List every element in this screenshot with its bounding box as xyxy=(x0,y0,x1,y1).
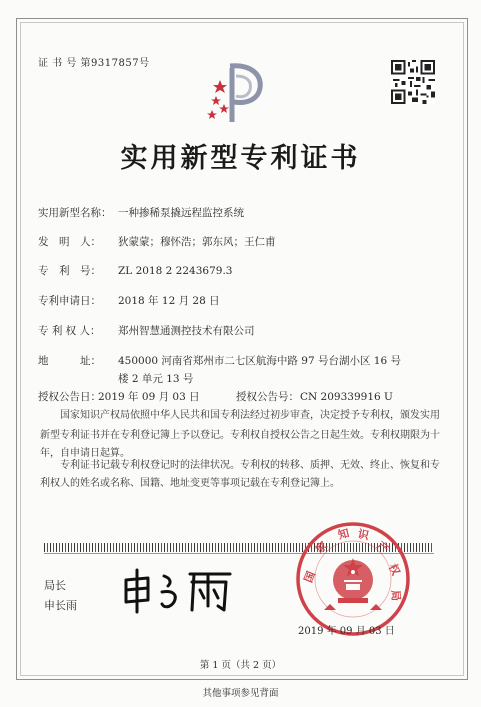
publication-number-label: 授权公告号： xyxy=(236,391,299,403)
utility-model-name-value: 一种掺稀泵撬远程监控系统 xyxy=(118,207,244,219)
patent-number-value: ZL 2018 2 2243679.3 xyxy=(118,265,233,277)
handwritten-signature xyxy=(118,566,238,616)
page-indicator: 第 1 页（共 2 页） xyxy=(199,660,282,671)
certificate-number: 证 书 号 第9317857号 xyxy=(38,58,150,69)
filing-date-label: 专利申请日： xyxy=(38,295,101,307)
cnipa-logo-icon xyxy=(202,60,272,130)
inventor-value: 狄蒙蒙；穆怀浩；郭东风；王仁甫 xyxy=(118,236,276,248)
patent-number-label: 专 利 号： xyxy=(38,265,101,277)
footer-note: 其他事项参见背面 xyxy=(202,688,279,699)
paragraph-line: 新型专利证书并在专利登记簿上予以登记。专利权自授权公告之日起生效。专利权期限为十 xyxy=(40,430,440,441)
paragraph-line: 国家知识产权局依照中华人民共和国专利法经过初步审查，决定授予专利权，颁发实用 xyxy=(60,410,440,421)
address-value: 450000 河南省郑州市二七区航海中路 97 号台湖小区 16 号 xyxy=(118,355,401,367)
certificate-title: 实用新型专利证书 xyxy=(120,143,361,174)
inventor-label: 发 明 人： xyxy=(38,236,101,248)
svg-text:局: 局 xyxy=(388,589,403,602)
svg-text:家: 家 xyxy=(313,538,330,556)
address-value-line2: 楼 2 单元 13 号 xyxy=(118,373,194,385)
svg-text:产: 产 xyxy=(374,538,392,556)
svg-text:国: 国 xyxy=(301,569,318,585)
director-name-label: 申长雨 xyxy=(44,599,77,612)
grant-date-label: 授权公告日： xyxy=(38,391,101,403)
national-emblem-icon xyxy=(294,520,412,638)
seal-date: 2019 年 09 月 03 日 xyxy=(298,626,395,637)
qr-code-icon xyxy=(391,60,435,104)
patentee-label: 专 利 权 人： xyxy=(38,325,101,337)
address-label: 地 址： xyxy=(38,355,101,367)
paragraph-line: 年，自申请日起算。 xyxy=(40,448,130,459)
filing-date-value: 2018 年 12 月 28 日 xyxy=(118,295,220,307)
svg-text:权: 权 xyxy=(385,561,403,578)
grant-date-value: 2019 年 09 月 03 日 xyxy=(98,391,200,403)
director-title-label: 局长 xyxy=(44,579,66,592)
publication-number-value: CN 209339916 U xyxy=(300,391,393,403)
patentee-value: 郑州智慧通测控技术有限公司 xyxy=(118,325,255,337)
paragraph-line: 专利证书记载专利权登记时的法律状况。专利权的转移、质押、无效、终止、恢复和专 xyxy=(60,460,440,471)
svg-text:识: 识 xyxy=(356,527,371,543)
paragraph-line: 利权人的姓名或名称、国籍、地址变更等事项记载在专利登记簿上。 xyxy=(40,478,340,489)
utility-model-name-label: 实用新型名称： xyxy=(38,207,112,219)
svg-text:知: 知 xyxy=(336,526,351,542)
